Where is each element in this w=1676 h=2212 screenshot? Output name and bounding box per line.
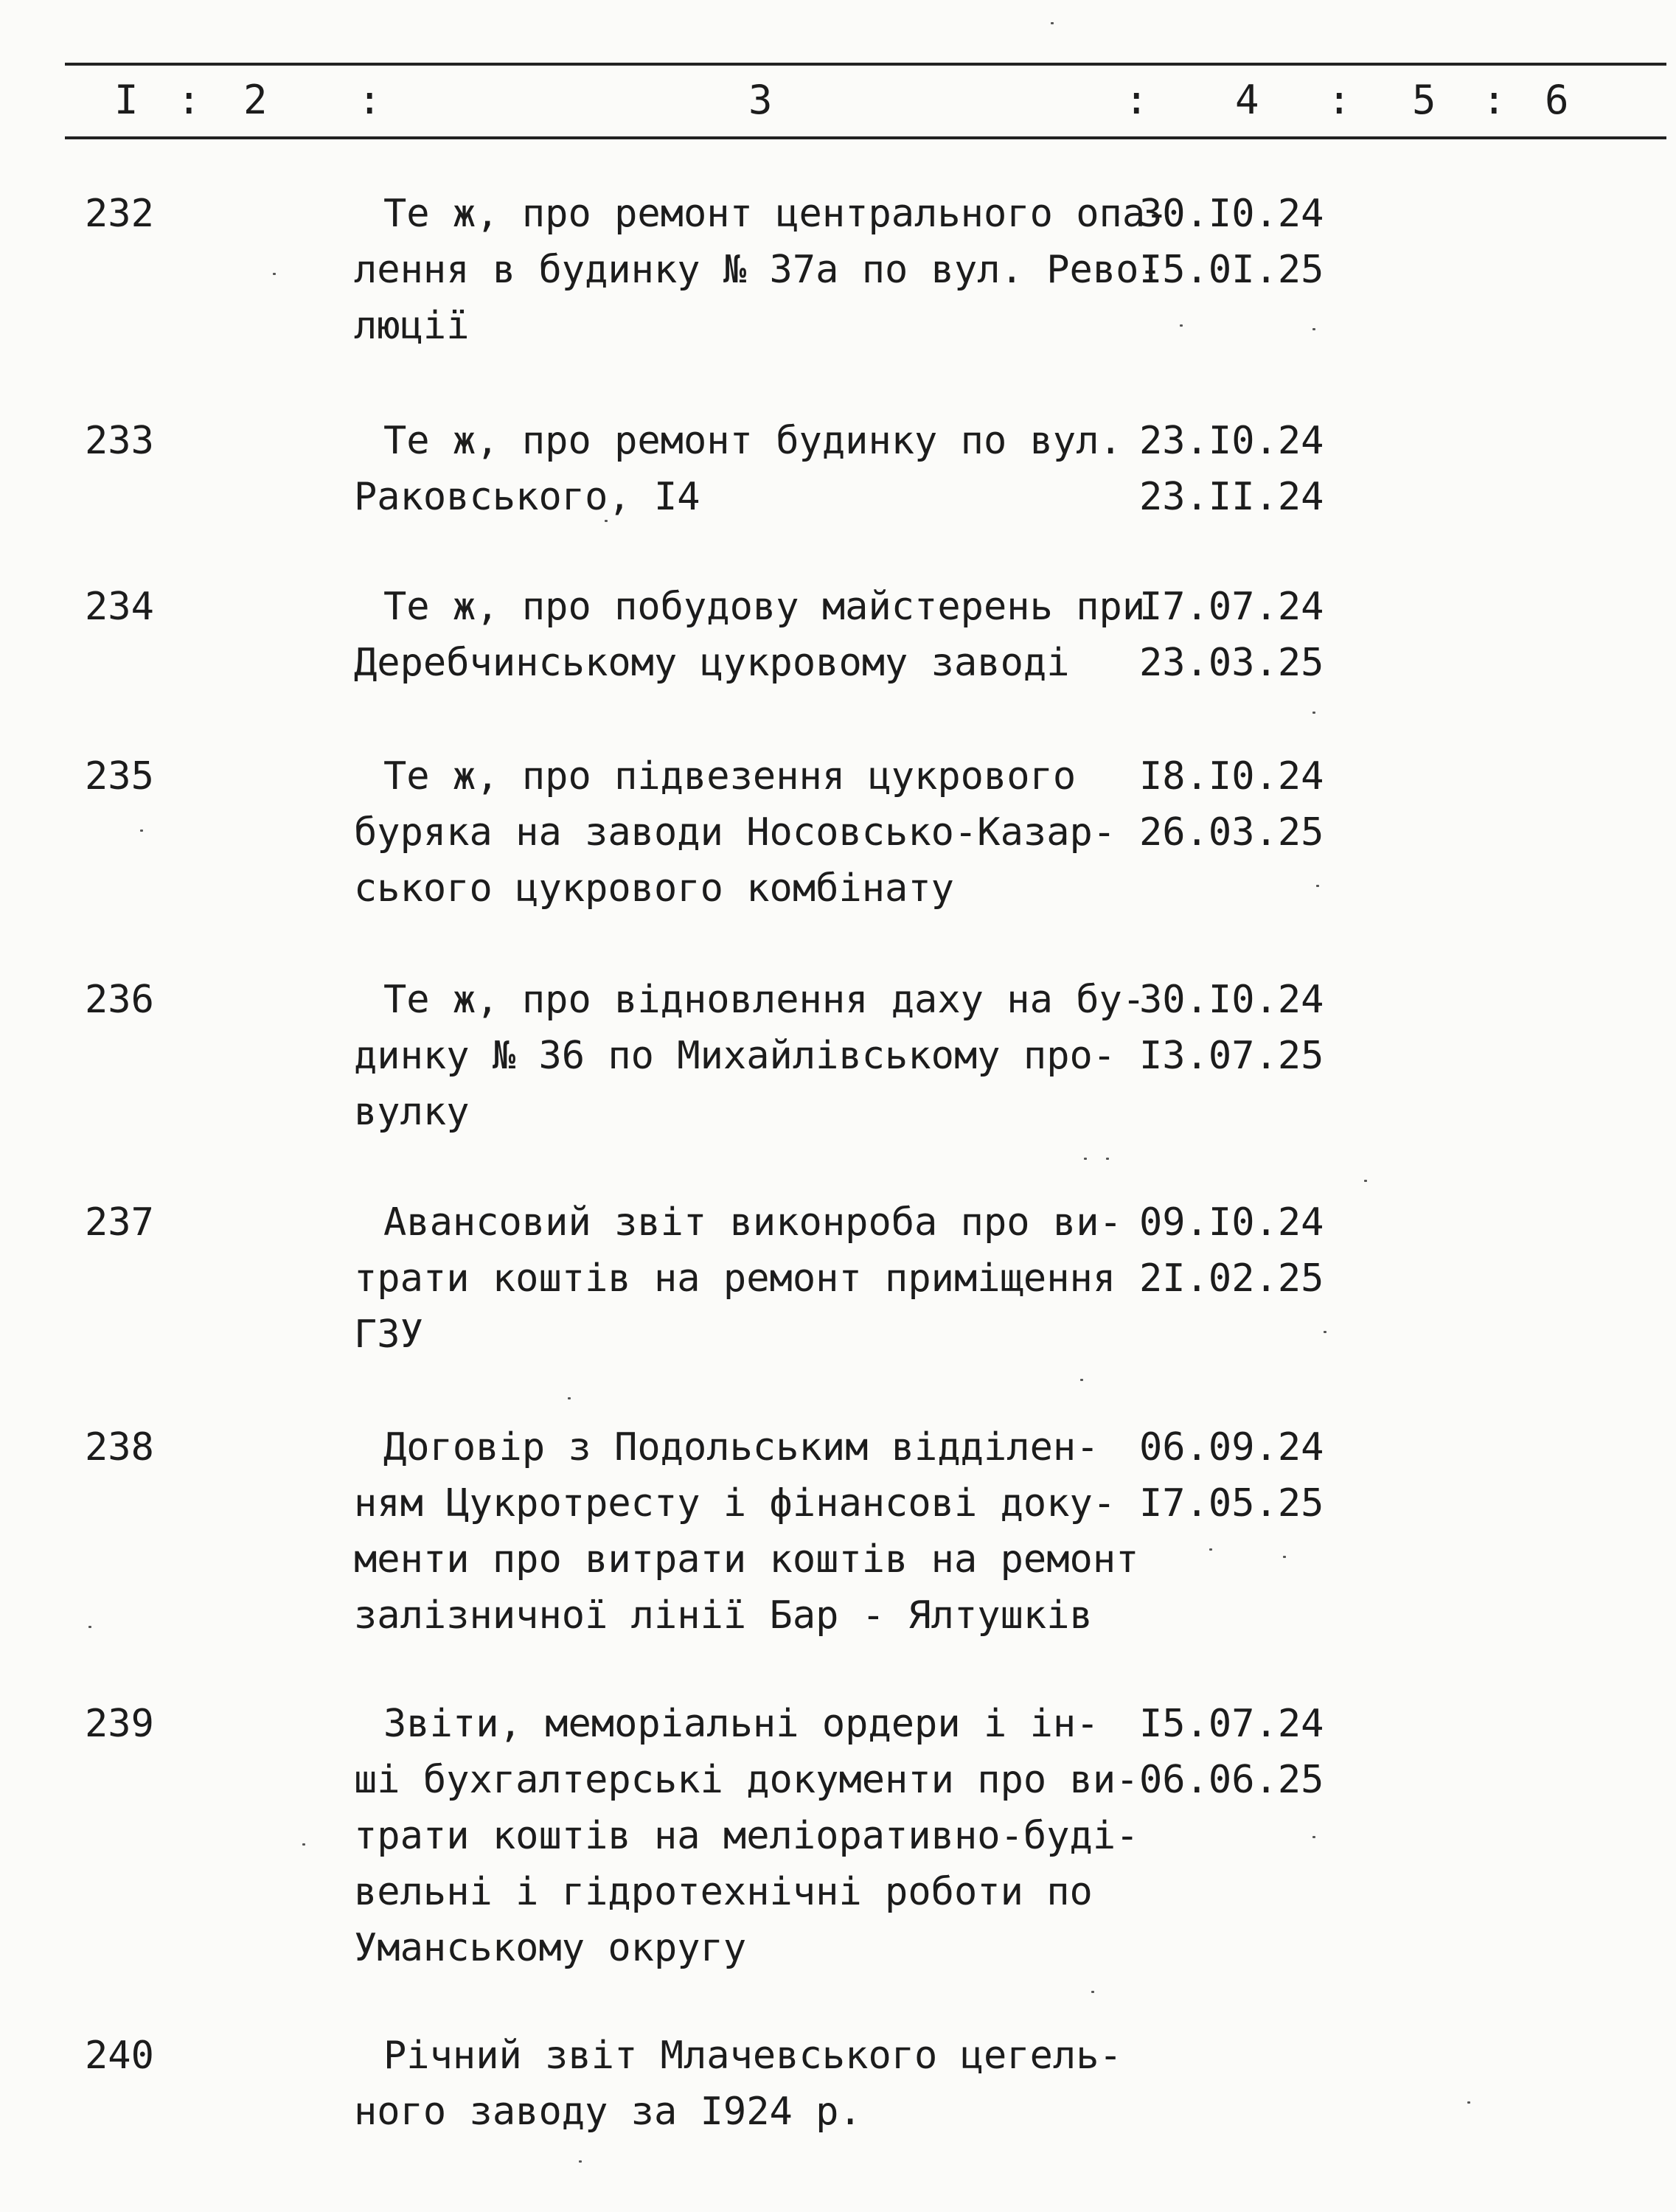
entry-description: [354, 2028, 1122, 2140]
end-date: I3.07.25: [1139, 1034, 1324, 1078]
entry-dates: [1139, 186, 1324, 298]
description-line: Те ж, про побудову майстерень при: [383, 585, 1146, 629]
start-date: 23.I0.24: [1139, 419, 1324, 463]
entry-number: 237: [85, 1200, 154, 1245]
description-line: Те ж, про відновлення даху на бу-: [383, 978, 1146, 1022]
entry-dates: [1139, 1696, 1324, 1808]
description-line: Деребчинському цукровому заводі: [354, 641, 1070, 685]
entry-description: [354, 748, 1116, 917]
col-separator: :: [177, 77, 201, 123]
description-line: ського цукрового комбінату: [354, 866, 954, 911]
description-line: Річний звіт Млачевського цегель-: [383, 2034, 1122, 2078]
description-line: вельні і гідротехнічні роботи по: [354, 1870, 1093, 1914]
end-date: I7.05.25: [1139, 1481, 1324, 1526]
start-date: I8.I0.24: [1139, 754, 1324, 799]
description-line: трати коштів на ремонт приміщення: [354, 1256, 1116, 1301]
entry-dates: [1139, 579, 1324, 691]
entry-description: [354, 1419, 1138, 1644]
end-date: 26.03.25: [1139, 810, 1324, 855]
description-line: Раковського, I4: [354, 475, 700, 519]
description-line: динку № 36 по Михайлівському про-: [354, 1034, 1116, 1078]
description-line: Договір з Подольським відділен-: [383, 1425, 1099, 1470]
end-date: 2I.02.25: [1139, 1256, 1324, 1301]
description-line: буряка на заводи Носовсько-Казар-: [354, 810, 1116, 855]
entry-dates: [1139, 972, 1324, 1084]
description-line: менти про витрати коштів на ремонт: [354, 1537, 1139, 1582]
start-date: 06.09.24: [1139, 1425, 1324, 1470]
description-line: трати коштів на меліоративно-буді-: [354, 1814, 1139, 1858]
start-date: 30.I0.24: [1139, 192, 1324, 236]
description-line: Те ж, про ремонт будинку по вул.: [383, 419, 1122, 463]
end-date: 23.03.25: [1139, 641, 1324, 685]
description-line: лення в будинку № 37а по вул. Рево-: [354, 248, 1162, 292]
col-header-4: 4: [1235, 77, 1259, 123]
entry-number: 232: [85, 192, 154, 236]
entry-number: 235: [85, 754, 154, 799]
start-date: 09.I0.24: [1139, 1200, 1324, 1245]
header-top-rule: [65, 63, 1666, 66]
end-date: I5.0I.25: [1139, 248, 1324, 292]
col-header-5: 5: [1412, 77, 1436, 123]
description-line: Уманському округу: [354, 1926, 747, 1970]
entry-description: [354, 1696, 1138, 1976]
description-line: Те ж, про підвезення цукрового: [383, 754, 1077, 799]
description-line: ням Цукротресту і фінансові доку-: [354, 1481, 1116, 1526]
start-date: I5.07.24: [1139, 1702, 1324, 1746]
start-date: 30.I0.24: [1139, 978, 1324, 1022]
entry-description: [354, 186, 1168, 354]
entry-description: [354, 972, 1145, 1140]
entry-number: 233: [85, 419, 154, 463]
description-line: ного заводу за I924 р.: [354, 2090, 862, 2134]
entry-dates: [1139, 1194, 1324, 1307]
col-header-2: 2: [243, 77, 268, 123]
description-line: люції: [354, 304, 470, 348]
end-date: 23.II.24: [1139, 475, 1324, 519]
col-header-1: I: [114, 77, 139, 123]
col-separator: :: [1124, 77, 1149, 123]
entry-number: 236: [85, 978, 154, 1022]
entry-number: 239: [85, 1702, 154, 1746]
entry-dates: [1139, 748, 1324, 860]
description-line: вулку: [354, 1090, 470, 1134]
entry-description: [354, 579, 1145, 691]
description-line: Те ж, про ремонт центрального опа-: [383, 192, 1169, 236]
end-date: 06.06.25: [1139, 1758, 1324, 1802]
start-date: I7.07.24: [1139, 585, 1324, 629]
description-line: ші бухгалтерські документи про ви-: [354, 1758, 1139, 1802]
entry-description: [354, 1194, 1122, 1363]
entry-number: 234: [85, 585, 154, 629]
col-separator: :: [1327, 77, 1352, 123]
col-separator: :: [1482, 77, 1506, 123]
entry-dates: [1139, 1419, 1324, 1531]
col-header-6: 6: [1545, 77, 1569, 123]
description-line: Авансовий звіт виконроба про ви-: [383, 1200, 1122, 1245]
entry-number: 238: [85, 1425, 154, 1470]
description-line: ГЗУ: [354, 1312, 423, 1357]
description-line: Звіти, меморіальні ордери і ін-: [383, 1702, 1099, 1746]
col-separator: :: [358, 77, 382, 123]
entry-number: 240: [85, 2034, 154, 2078]
col-header-3: 3: [748, 77, 773, 123]
description-line: залізничної лінії Бар - Ялтушків: [354, 1593, 1093, 1638]
entry-dates: [1139, 413, 1324, 525]
entry-description: [354, 413, 1122, 525]
header-bottom-rule: [65, 136, 1666, 139]
